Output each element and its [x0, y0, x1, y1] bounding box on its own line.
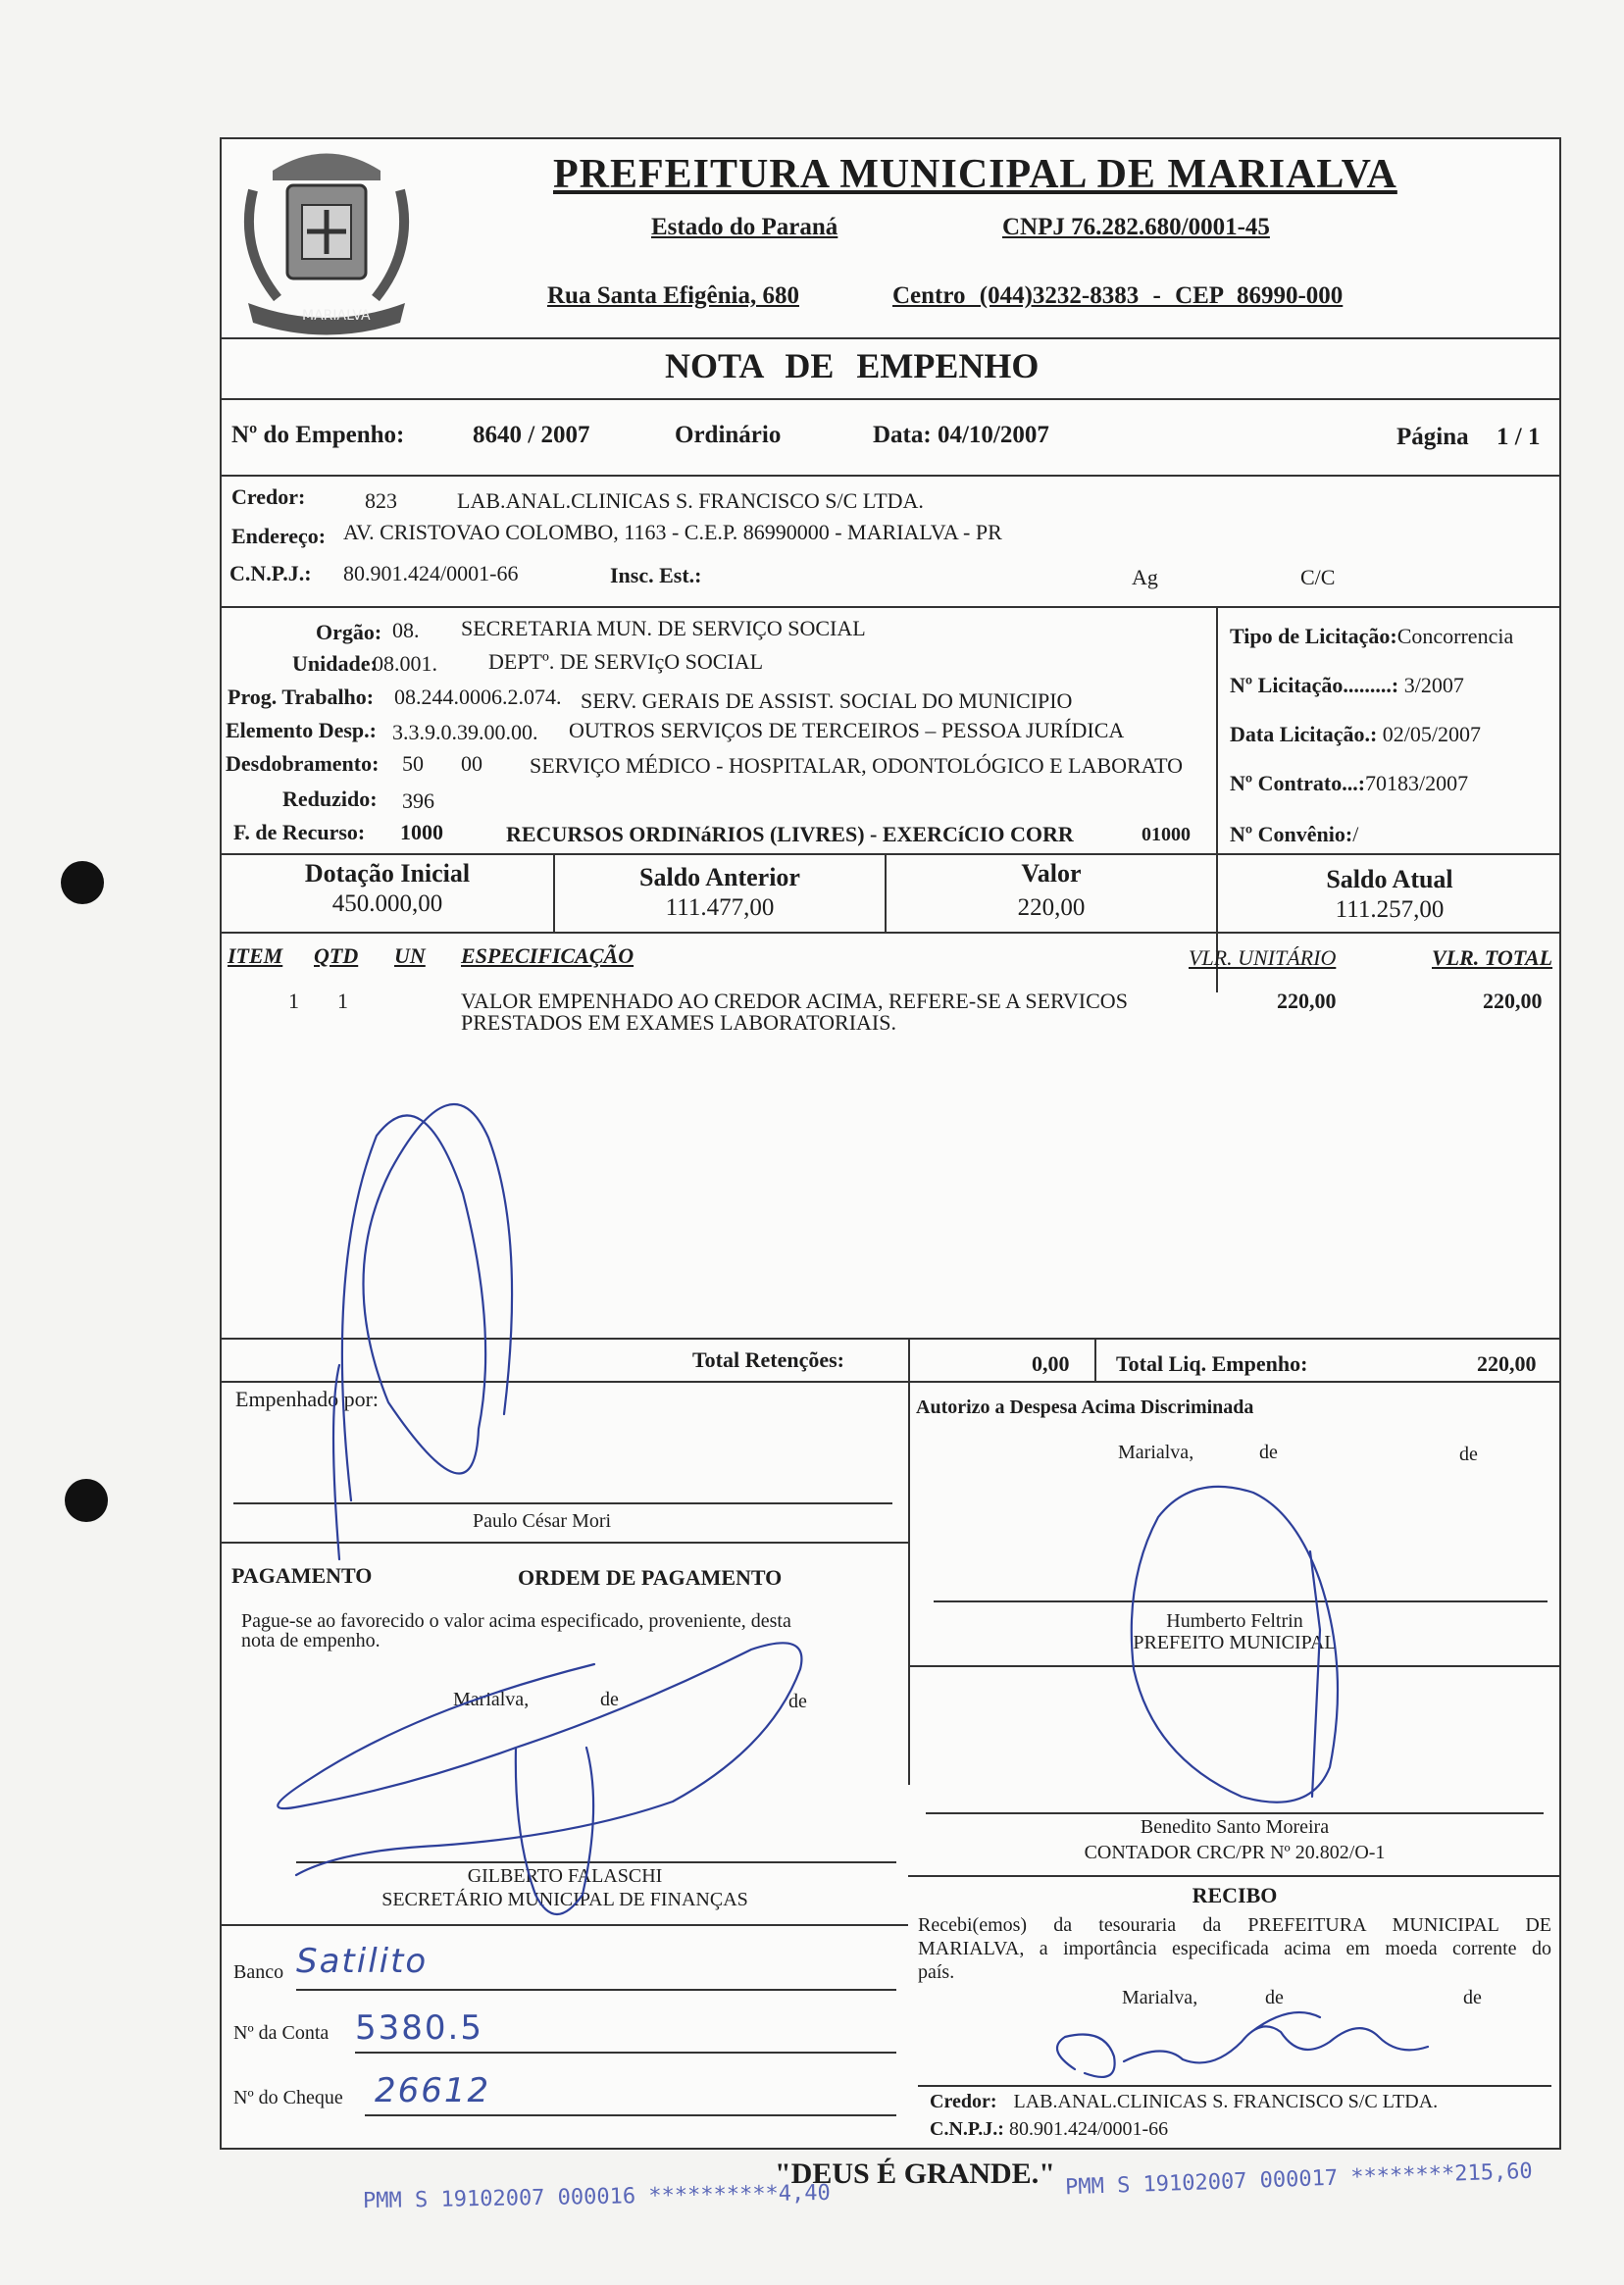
recibo-text-2: MARIALVA, a importância especificada acima em moeda corrente do — [918, 1938, 1551, 1959]
autorizo-de-2: de — [1459, 1444, 1478, 1465]
pague-se-line-2: nota de empenho. — [241, 1630, 381, 1651]
motto: "DEUS É GRANDE." — [775, 2158, 1055, 2190]
credor-name: LAB.ANAL.CLINICAS S. FRANCISCO S/C LTDA. — [457, 488, 924, 513]
elemento-code: 3.3.9.0.39.00.00. — [392, 720, 538, 744]
empenho-type: Ordinário — [675, 422, 782, 448]
prefeitura-title: PREFEITURA MUNICIPAL DE MARIALVA — [553, 152, 1397, 197]
saldo-anterior-value: 111.477,00 — [665, 894, 775, 921]
col-item: ITEM — [228, 943, 283, 968]
numero-convenio-value: / — [1352, 822, 1359, 846]
credor-code: 823 — [365, 488, 397, 513]
numero-convenio-label: Nº Convênio: — [1230, 822, 1353, 846]
pague-se-line-1: Pague-se ao favorecido o valor acima especificado, proveniente, desta — [241, 1610, 791, 1632]
agencia-label: Ag — [1132, 565, 1158, 589]
credor-cnpj: 80.901.424/0001-66 — [343, 561, 519, 585]
fonte-recurso-code: 1000 — [400, 820, 443, 844]
fonte-recurso-number: 01000 — [1142, 824, 1191, 845]
cnpj-label: C.N.P.J.: — [229, 561, 312, 585]
valor-label: Valor — [1021, 859, 1082, 888]
prog-trabalho-label: Prog. Trabalho: — [228, 685, 375, 709]
total-liq-value: 220,00 — [1477, 1351, 1537, 1376]
signature-ordem-loop — [333, 1365, 339, 1559]
autorizo-marialva: Marialva, — [1118, 1442, 1194, 1463]
recibo-credor-name: LAB.ANAL.CLINICAS S. FRANCISCO S/C LTDA. — [1013, 2091, 1439, 2112]
conta-value: 5380.5 — [355, 2008, 483, 2048]
prefeito-title: PREFEITO MUNICIPAL — [1133, 1632, 1337, 1653]
cheque-value: 26612 — [375, 2071, 491, 2110]
insc-est-label: Insc. Est.: — [610, 563, 702, 587]
recibo-text-3: país. — [918, 1961, 955, 1983]
row-item-desc-1: VALOR EMPENHADO AO CREDOR ACIMA, REFERE-SE A SERVICOS — [461, 989, 1128, 1013]
row-item-unit: 220,00 — [1277, 989, 1337, 1013]
data-licitacao-label: Data Licitação.: — [1230, 722, 1378, 746]
cheque-label: Nº do Cheque — [233, 2087, 343, 2108]
row-item-number: 1 — [288, 989, 299, 1013]
row-item-total: 220,00 — [1483, 989, 1543, 1013]
credor-label: Credor: — [231, 484, 306, 509]
secretario-title: SECRETÁRIO MUNICIPAL DE FINANÇAS — [381, 1889, 748, 1910]
pagamento-label: PAGAMENTO — [231, 1563, 373, 1588]
empenhado-por-name: Paulo César Mori — [473, 1510, 612, 1532]
recibo-cnpj-value: 80.901.424/0001-66 — [1008, 2118, 1169, 2140]
col-vlr-total: VLR. TOTAL — [1432, 945, 1553, 970]
empenhado-por-label: Empenhado por: — [235, 1387, 380, 1411]
recibo-de-2: de — [1463, 1987, 1482, 2008]
dotacao-inicial-label: Dotação Inicial — [304, 859, 471, 888]
prefeitura-address: Centro (044)3232-8383 - CEP 86990-000 — [892, 282, 1344, 309]
reduzido-label: Reduzido: — [282, 787, 378, 811]
orgao-code: 08. — [392, 618, 420, 642]
reduzido-value: 396 — [402, 788, 434, 813]
contador-name: Benedito Santo Moreira — [1140, 1816, 1330, 1838]
empenho-number: 8640 / 2007 — [473, 422, 590, 448]
col-un: UN — [394, 943, 426, 968]
credor-address: AV. CRISTOVAO COLOMBO, 1163 - C.E.P. 86990000 - MARIALVA - PR — [343, 520, 1002, 544]
total-liq-label: Total Liq. Empenho: — [1116, 1351, 1308, 1376]
desdobramento-b: 00 — [461, 751, 482, 776]
tipo-licitacao-value: Concorrencia — [1396, 624, 1514, 648]
elemento-label: Elemento Desp.: — [226, 718, 377, 742]
autorizo-despesa: Autorizo a Despesa Acima Discriminada — [916, 1396, 1254, 1418]
col-vlr-unitario: VLR. UNITÁRIO — [1189, 945, 1337, 970]
state-name: Estado do Paraná — [651, 214, 838, 240]
signature-empenhado — [342, 1104, 512, 1500]
binder-hole-bottom — [65, 1479, 108, 1522]
desdobramento-name: SERVIÇO MÉDICO - HOSPITALAR, ODONTOLÓGICO E LABORATO — [530, 753, 1184, 778]
total-retencoes-label: Total Retenções: — [692, 1347, 844, 1372]
elemento-name: OUTROS SERVIÇOS DE TERCEIROS – PESSOA JURÍDICA — [569, 718, 1125, 742]
prog-trabalho-code: 08.244.0006.2.074. — [394, 685, 562, 709]
orgao-label: Orgão: — [316, 620, 382, 644]
numero-contrato-label: Nº Contrato...: — [1230, 771, 1366, 795]
secretario-name: GILBERTO FALASCHI — [467, 1865, 663, 1887]
page-number: 1 / 1 — [1497, 424, 1541, 450]
recibo-marialva: Marialva, — [1122, 1987, 1198, 2008]
unidade-code: 08.001. — [373, 651, 437, 676]
empenho-number-label: Nº do Empenho: — [231, 422, 405, 448]
recibo-text-1: Recebi(emos) da tesouraria da PREFEITURA MUNICIPAL DE — [918, 1914, 1551, 1936]
prefeito-name: Humberto Feltrin — [1166, 1610, 1303, 1632]
signature-prefeito — [1132, 1487, 1338, 1803]
unidade-label: Unidade: — [292, 651, 378, 676]
banco-value: Satilito — [296, 1942, 429, 1981]
document-title: NOTA DE EMPENHO — [665, 346, 1040, 385]
recibo-title: RECIBO — [1192, 1883, 1278, 1907]
empenho-date: Data: 04/10/2007 — [873, 422, 1049, 448]
fonte-recurso-name: RECURSOS ORDINáRIOS (LIVRES) - EXERCíCIO CORR — [506, 822, 1074, 846]
banco-label: Banco — [233, 1961, 284, 1983]
ordem-de-2: de — [788, 1691, 807, 1712]
autorizo-de-1: de — [1259, 1442, 1278, 1463]
saldo-anterior-label: Saldo Anterior — [639, 863, 800, 891]
endereco-label: Endereço: — [231, 524, 327, 548]
handwritten-signatures — [222, 139, 1563, 2152]
orgao-name: SECRETARIA MUN. DE SERVIÇO SOCIAL — [461, 616, 866, 640]
saldo-atual-value: 111.257,00 — [1335, 896, 1445, 923]
row-item-desc-2: PRESTADOS EM EXAMES LABORATORIAIS. — [461, 1010, 896, 1035]
unidade-name: DEPTº. DE SERVIçO SOCIAL — [488, 649, 764, 674]
autenticacao-stamp-1: PMM S 19102007 000016 **********4,40 — [362, 2180, 832, 2214]
signature-recibo — [1057, 2012, 1428, 2077]
fonte-recurso-label: F. de Recurso: — [233, 820, 366, 844]
numero-licitacao-label: Nº Licitação.........: — [1230, 673, 1399, 697]
svg-text:MARIALVA: MARIALVA — [302, 308, 371, 324]
signature-ordem — [278, 1643, 801, 1914]
desdobramento-a: 50 — [402, 751, 424, 776]
total-retencoes-value: 0,00 — [1032, 1351, 1070, 1376]
page-label: Página — [1396, 424, 1469, 450]
dotacao-inicial-value: 450.000,00 — [331, 890, 443, 917]
prefeitura-street: Rua Santa Efigênia, 680 — [547, 282, 799, 309]
row-item-qtd: 1 — [337, 989, 348, 1013]
tipo-licitacao-label: Tipo de Licitação: — [1230, 624, 1397, 648]
nota-de-empenho-form — [220, 137, 1561, 2150]
data-licitacao-value: 02/05/2007 — [1382, 722, 1482, 746]
saldo-atual-label: Saldo Atual — [1326, 865, 1453, 893]
autenticacao-stamp-2: PMM S 19102007 000017 ********215,60 — [1064, 2158, 1534, 2201]
conta-corrente-label: C/C — [1300, 565, 1336, 589]
valor-value: 220,00 — [1017, 894, 1086, 921]
numero-contrato-value: 70183/2007 — [1365, 771, 1469, 795]
prefeitura-cnpj: CNPJ 76.282.680/0001-45 — [1002, 214, 1270, 240]
numero-licitacao-value: 3/2007 — [1403, 673, 1464, 697]
desdobramento-label: Desdobramento: — [226, 751, 380, 776]
prog-trabalho-name: SERV. GERAIS DE ASSIST. SOCIAL DO MUNICIPIO — [581, 688, 1073, 713]
ordem-de-1: de — [600, 1689, 619, 1710]
recibo-credor-label: Credor: — [930, 2091, 997, 2112]
contador-title: CONTADOR CRC/PR Nº 20.802/O-1 — [1084, 1842, 1386, 1863]
binder-hole-top — [61, 861, 104, 904]
col-qtd: QTD — [314, 943, 359, 968]
recibo-cnpj-label: C.N.P.J.: — [930, 2118, 1004, 2140]
ordem-pagamento-label: ORDEM DE PAGAMENTO — [518, 1565, 783, 1590]
ordem-marialva: Marialva, — [453, 1689, 530, 1710]
conta-label: Nº da Conta — [233, 2022, 330, 2044]
recibo-de-1: de — [1265, 1987, 1284, 2008]
col-especificacao: ESPECIFICAÇÃO — [461, 943, 634, 968]
